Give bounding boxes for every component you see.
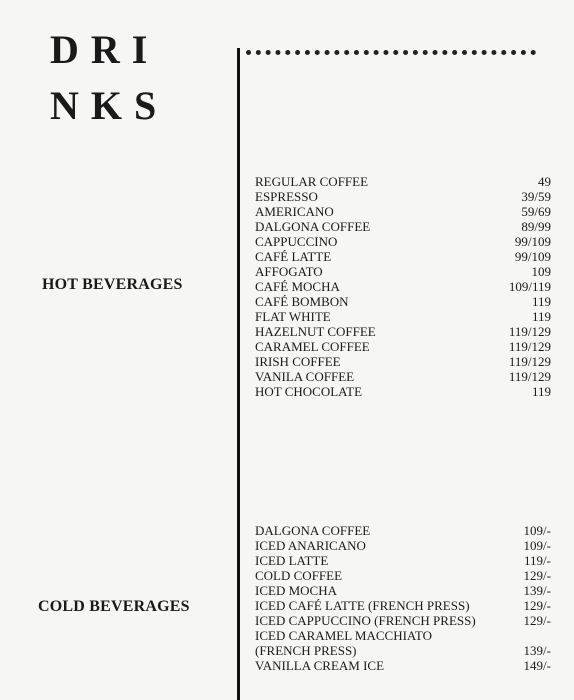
menu-item [255, 553, 551, 568]
menu-item-name: DALGONA COFFEE [255, 219, 371, 234]
menu-item-name: HOT CHOCOLATE [255, 384, 363, 399]
menu-item [255, 598, 551, 613]
menu-item-price: 39/59 [521, 189, 551, 204]
menu-item-price: 119 [531, 294, 551, 309]
menu-item [255, 628, 551, 643]
menu-item-name: IRISH COFFEE [255, 354, 341, 369]
menu-item-name: ICED MOCHA [255, 583, 337, 598]
menu-item-price: 129/- [523, 613, 551, 628]
menu-item [255, 264, 551, 279]
menu-item [255, 234, 551, 249]
menu-item [255, 384, 551, 399]
menu-item-name: AMERICANO [255, 204, 334, 219]
menu-item-price: 129/- [523, 598, 551, 613]
menu-item-price: 119 [531, 309, 551, 324]
menu-item-price: 89/99 [521, 219, 551, 234]
menu-item-price: 109/- [523, 523, 551, 538]
menu-item-name: REGULAR COFFEE [255, 174, 369, 189]
menu-item-name: CAFÉ LATTE [255, 249, 332, 264]
menu-item [255, 309, 551, 324]
menu-item-name: CAPPUCCINO [255, 234, 338, 249]
menu-item-name: CAFÉ MOCHA [255, 279, 340, 294]
menu-item [255, 354, 551, 369]
menu-item-price: 109 [531, 264, 551, 279]
menu-item [255, 294, 551, 309]
menu-item-name: VANILLA CREAM ICE [255, 658, 385, 673]
menu-item [255, 189, 551, 204]
menu-item [255, 613, 551, 628]
menu-item-price: 99/109 [514, 249, 551, 264]
menu-item-name: ICED CAFÉ LATTE (FRENCH PRESS) [255, 598, 470, 613]
menu-item [255, 324, 551, 339]
hot-beverages-label: HOT BEVERAGES [42, 276, 183, 293]
menu-item-name: HAZELNUT COFFEE [255, 324, 376, 339]
cold-beverages-label: COLD BEVERAGES [38, 598, 190, 615]
page-title [50, 22, 168, 134]
menu-item-price: 139/- [523, 643, 551, 658]
menu-item-price: 49 [538, 174, 551, 189]
menu-item-price: 59/69 [521, 204, 551, 219]
menu-item [255, 658, 551, 673]
menu-item [255, 523, 551, 538]
menu-item-name: FLAT WHITE [255, 309, 331, 324]
menu-item-price: 109/119 [508, 279, 551, 294]
menu-item-name: ICED CAPPUCCINO (FRENCH PRESS) [255, 613, 476, 628]
menu-item-price: 99/109 [514, 234, 551, 249]
menu-item-name: ICED ANARICANO [255, 538, 366, 553]
menu-item [255, 219, 551, 234]
cold-beverages-list [255, 523, 551, 673]
menu-item [255, 174, 551, 189]
menu-item-name: AFFOGATO [255, 264, 323, 279]
menu-item [255, 249, 551, 264]
menu-item [255, 279, 551, 294]
menu-item-price: 119/- [524, 553, 551, 568]
dotted-divider [246, 50, 536, 55]
menu-item-name: VANILA COFFEE [255, 369, 355, 384]
menu-item-price: 119/129 [508, 354, 551, 369]
menu-item-price: 119/129 [508, 369, 551, 384]
menu-item-name: CAFÉ BOMBON [255, 294, 349, 309]
menu-item-price: 129/- [523, 568, 551, 583]
menu-item [255, 204, 551, 219]
menu-item-name: ESPRESSO [255, 189, 318, 204]
hot-beverages-list [255, 174, 551, 399]
menu-item [255, 538, 551, 553]
menu-item-price: 119/129 [508, 324, 551, 339]
title-line-2: NKS [50, 83, 169, 128]
menu-item [255, 369, 551, 384]
menu-item-price: 139/- [523, 583, 551, 598]
menu-item-price: 119/129 [508, 339, 551, 354]
menu-item-price: 109/- [523, 538, 551, 553]
menu-item-name: CARAMEL COFFEE [255, 339, 370, 354]
title-line-1: DRI [50, 27, 160, 72]
menu-item-price: 149/- [523, 658, 551, 673]
menu-item-price: 119 [531, 384, 551, 399]
menu-item [255, 643, 551, 658]
menu-item-name: DALGONA COFFEE [255, 523, 371, 538]
menu-item [255, 583, 551, 598]
menu-item-name: COLD COFFEE [255, 568, 343, 583]
menu-item-name: ICED LATTE [255, 553, 329, 568]
menu-item [255, 568, 551, 583]
menu-item [255, 339, 551, 354]
menu-item-name: ICED CARAMEL MACCHIATO [255, 628, 432, 643]
vertical-divider [237, 48, 240, 700]
menu-item-name: (FRENCH PRESS) [255, 643, 357, 658]
